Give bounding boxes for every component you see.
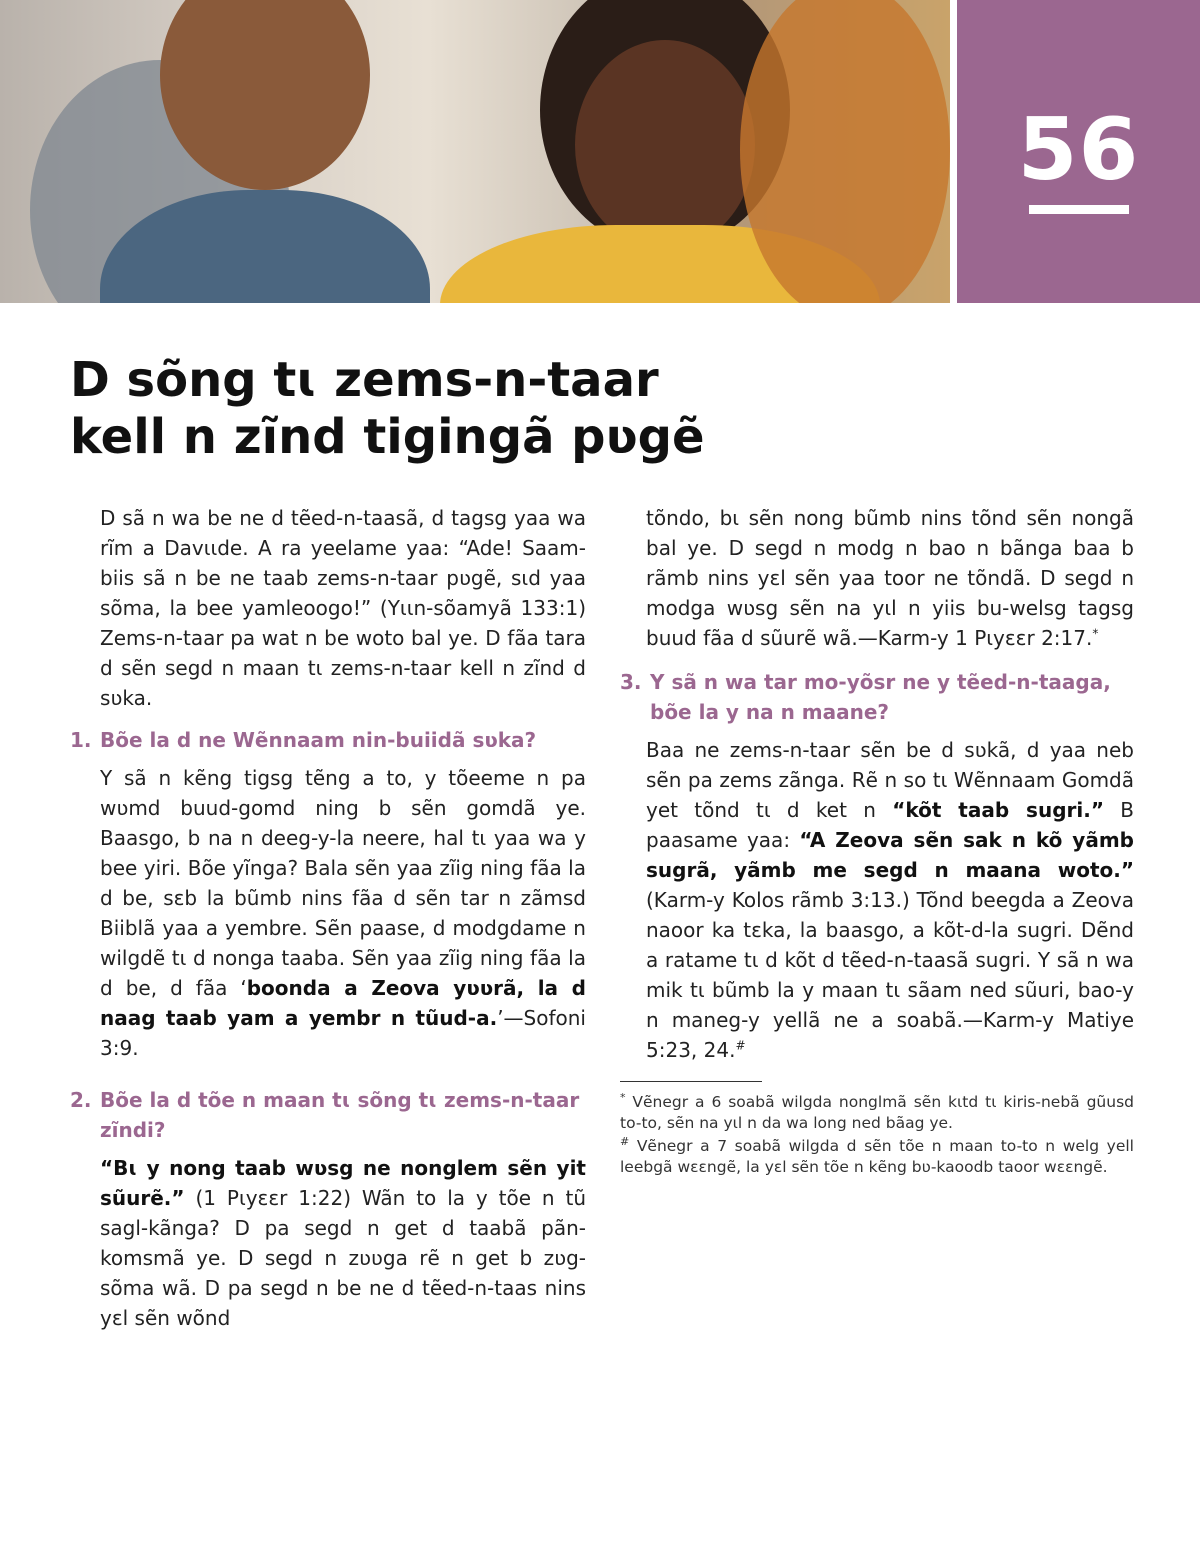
- q3-bold-2: “A Zeova sẽn sak n kõ yãmb sugrã, yãmb me segd n maana woto.”: [646, 828, 1134, 882]
- question-2-heading: [70, 1085, 586, 1145]
- title-line-2: kell n zĩnd tigingã pʋgẽ: [70, 409, 705, 465]
- footnote-2-text: Vẽnegr a 7 soabã wilgda d sẽn tõe n maan to-to n welg yell leebgã wɛɛngẽ, la yɛl sẽn tõe n kẽng bʋ-kaoodb taoor wɛɛngẽ.: [620, 1137, 1134, 1176]
- title-line-1: D sõng tɩ zems-n-taar: [70, 352, 659, 408]
- q1-text-2: ’—Sofoni 3:9.: [100, 1006, 586, 1060]
- footnote-2: [620, 1136, 1134, 1178]
- photo-background-person: [740, 0, 950, 303]
- q3-bold-1: “kõt taab sugri.”: [892, 798, 1104, 822]
- intro-paragraph: [70, 503, 586, 713]
- q2-text-part-1: (1 Pɩyɛɛr 1:22) Wãn to la y tõe n tũ sagl-kãnga? D pa segd n get d taabã pãn-komsmã ye. D segd n zʋʋga rẽ n get b zʋg-sõma wã. D pa segd n be ne d tẽed-n-taas nins yɛl sẽn wõnd: [100, 1186, 586, 1330]
- question-3-number: 3.: [620, 670, 642, 694]
- lesson-number: 56: [1017, 100, 1140, 200]
- lesson-number-underline: [1029, 205, 1129, 214]
- question-3-answer: [620, 735, 1134, 1065]
- page-title: [70, 352, 770, 466]
- left-column: [70, 503, 586, 1333]
- header-photo: [0, 0, 950, 303]
- footnote-1-text: Vẽnegr a 6 soabã wilgda nonglmã sẽn kɩtd tɩ kiris-nebã gũusd to-to, sẽn na yɩl n da wa long ned bãag ye.: [620, 1093, 1134, 1132]
- right-column: [620, 503, 1134, 1178]
- footnote-1: [620, 1092, 1134, 1134]
- question-3-heading: [620, 667, 1134, 727]
- question-2-text: Bõe la d tõe n maan tɩ sõng tɩ zems-n-taar zĩndi?: [100, 1088, 580, 1142]
- question-1-answer: [70, 763, 586, 1063]
- q3-text-2: B paasame yaa:: [646, 798, 1134, 852]
- q3-text-3: (Karm-y Kolos rãmb 3:13.) Tõnd beegda a Zeova naoor ka tɛka, la baasgo, a kõt-d-la sugri. Dẽnd a ratame tɩ d kõt d tẽed-n-taasã sugri. Y sã n wa mik tɩ bũmb la y maan tɩ sãam ned sũuri, bao-y n maneg-y yellã ne a soabã.—Karm-y Matiye 5:23, 24.: [646, 888, 1134, 1062]
- footnote-2-mark: #: [620, 1134, 630, 1148]
- question-2-answer-part-1: [70, 1153, 586, 1333]
- q3-text-1: Baa ne zems-n-taar sẽn be d sʋkã, d yaa neb sẽn pa zems zãnga. Rẽ n so tɩ Wẽnnaam Gomdã yet tõnd tɩ d ket n: [646, 738, 1134, 822]
- q1-text-1: Y sã n kẽng tigsg tẽng a to, y tõeeme n pa wʋmd buud-gomd ning b sẽn gomdã ye. Baasgo, b na n deeg-y-la neere, hal tɩ yaa wa y bee yiri. Bõe yĩnga? Bala sẽn yaa zĩig ning fãa la d be, sɛb la bũmb nins fãa d sẽn tar n zãmsd Biiblã yaa a yembre. Sẽn paase, d modgdame n wilgdẽ tɩ d nonga taaba. Sẽn yaa zĩig ning fãa la d be, d fãa ‘: [100, 766, 586, 1000]
- question-2-number: 2.: [70, 1088, 92, 1112]
- q2-text-part-2: tõndo, bɩ sẽn nong bũmb nins tõnd sẽn nongã bal ye. D segd n modg n bao n bãnga baa b rãmb nins yɛl sẽn yaa toor ne tõndã. D segd n modga wʋsg sẽn na yɩl n yiis bu-welsg tagsg buud fãa d sũurẽ wã.—Karm-y 1 Pɩyɛɛr 2:17.: [646, 506, 1134, 650]
- footnote-ref-1[interactable]: *: [1092, 626, 1099, 641]
- question-3-text: Y sã n wa tar mo-yõsr ne y tẽed-n-taaga, bõe la y na n maane?: [650, 670, 1111, 724]
- question-1-heading: [70, 725, 586, 755]
- q2-bold-quote: “Bɩ y nong taab wʋsg ne nonglem sẽn yit sũurẽ.”: [100, 1156, 586, 1210]
- photo-smiling-woman-face: [575, 40, 755, 250]
- question-2-answer-part-2: [620, 503, 1134, 653]
- footnote-ref-2[interactable]: #: [735, 1038, 746, 1053]
- q1-bold-quote: boonda a Zeova yʋʋrã, la d naag taab yam a yembr n tũud-a.: [100, 976, 586, 1030]
- question-1-text: Bõe la d ne Wẽnnaam nin-buiidã sʋka?: [100, 728, 537, 752]
- intro-text: D sã n wa be ne d tẽed-n-taasã, d tagsg yaa wa rĩm a Davɩɩde. A ra yeelame yaa: “Ade! Saam-biis sã n be ne taab zems-n-taar pʋgẽ, sɩd yaa sõma, la bee yamleoogo!” (Yɩɩn-sõamyã 133:1) Zems-n-taar pa wat n be woto bal ye. D fãa tara d sẽn segd n maan tɩ zems-n-taar kell n zĩnd d sʋka.: [100, 506, 586, 710]
- footnote-divider: [620, 1081, 762, 1082]
- question-1-number: 1.: [70, 728, 92, 752]
- lesson-number-box: [957, 0, 1200, 303]
- footnote-1-mark: *: [620, 1090, 626, 1104]
